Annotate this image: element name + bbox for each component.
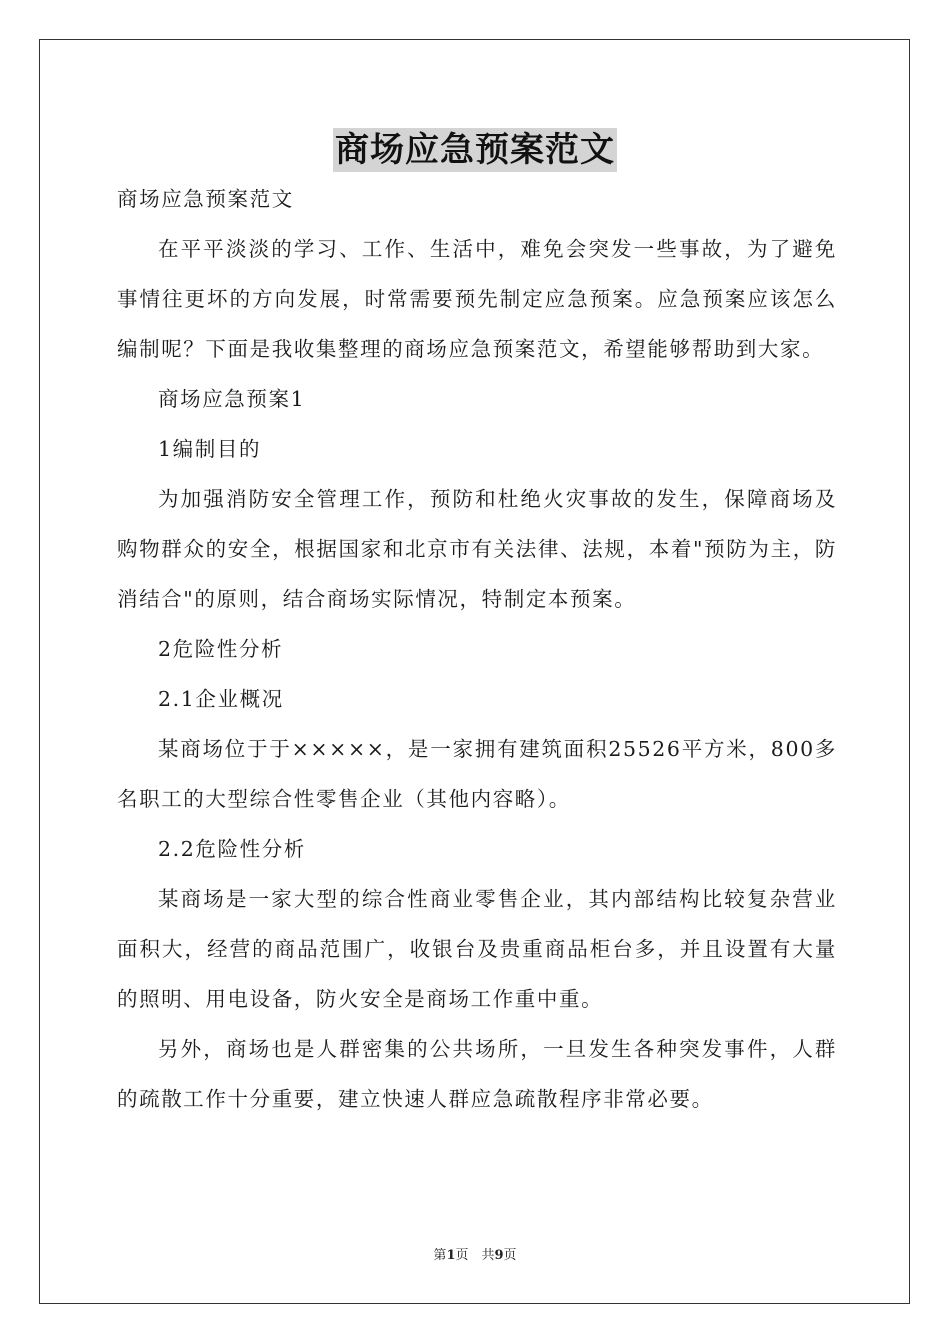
paragraph: 商场应急预案1: [158, 387, 306, 411]
paragraph: 另外，商场也是人群密集的公共场所，一旦发生各种突发事件，人群的疏散工作十分重要，建立快速人群应急疏散程序非常必要。: [117, 1037, 837, 1111]
title-container: [0, 128, 950, 172]
paragraph: 2.2危险性分析: [158, 837, 306, 861]
footer-page-mid: 页 共: [455, 1248, 495, 1263]
paragraph: 某商场位于于×××××，是一家拥有建筑面积25526平方米，800多名职工的大型综合性零售企业（其他内容略）。: [117, 737, 837, 811]
paragraph: 2.1企业概况: [158, 687, 284, 711]
paragraph: 1编制目的: [158, 437, 262, 461]
footer-page-total: 9: [494, 1248, 504, 1263]
footer-page-suffix: 页: [503, 1248, 517, 1263]
paragraph: 某商场是一家大型的综合性商业零售企业，其内部结构比较复杂营业面积大，经营的商品范围广，收银台及贵重商品柜台多，并且设置有大量的照明、用电设备，防火安全是商场工作重中重。: [117, 887, 837, 1011]
paragraph: 为加强消防安全管理工作，预防和杜绝火灾事故的发生，保障商场及购物群众的安全，根据国家和北京市有关法律、法规，本着"预防为主，防消结合"的原则，结合商场实际情况，特制定本预案。: [117, 487, 837, 611]
page-footer: [0, 1247, 950, 1265]
document-body: [117, 174, 837, 1124]
footer-page-current: 1: [446, 1248, 456, 1263]
paragraph: 2危险性分析: [158, 637, 284, 661]
paragraph: 商场应急预案范文: [117, 187, 294, 211]
footer-page-prefix: 第: [433, 1248, 447, 1263]
document-title: 商场应急预案范文: [335, 130, 615, 170]
paragraph: 在平平淡淡的学习、工作、生活中，难免会突发一些事故，为了避免事情往更坏的方向发展，时常需要预先制定应急预案。应急预案应该怎么编制呢？下面是我收集整理的商场应急预案范文，希望能够帮助到大家。: [117, 237, 837, 361]
